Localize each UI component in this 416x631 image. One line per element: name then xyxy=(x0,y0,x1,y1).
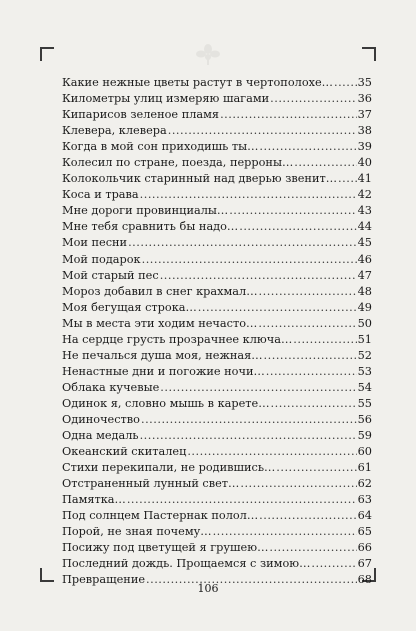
toc-entry-title: Какие нежные цветы растут в чертополохе… xyxy=(62,76,333,89)
toc-entry-title: Облака кучевые xyxy=(62,380,160,394)
toc-entry xyxy=(62,107,372,123)
toc-entry-page: 45 xyxy=(357,236,372,250)
toc-dot-leader xyxy=(259,139,356,155)
toc-entry-title: Мороз добавил в снег крахмал… xyxy=(62,284,258,298)
toc-entry-title: Километры улиц измеряю шагами xyxy=(62,92,270,106)
toc-entry-page: 59 xyxy=(357,429,372,443)
toc-dot-leader xyxy=(141,412,357,428)
toc-dot-leader xyxy=(142,252,357,268)
toc-entry-page: 55 xyxy=(357,396,372,410)
toc-entry-page: 43 xyxy=(357,204,372,218)
toc-entry-page: 68 xyxy=(357,573,372,587)
toc-entry-title: Превращение xyxy=(62,573,146,587)
toc-dot-leader xyxy=(128,235,357,251)
toc-entry xyxy=(62,444,372,460)
toc-entry xyxy=(62,219,372,235)
toc-entry xyxy=(62,252,372,268)
toc-entry-page: 48 xyxy=(357,284,372,298)
toc-entry-page: 49 xyxy=(357,300,372,314)
toc-entry-page: 40 xyxy=(357,156,372,170)
toc-entry-title: Не печалься душа моя, нежная… xyxy=(62,348,263,362)
toc-entry-title: Под солнцем Пастернак полол… xyxy=(62,509,259,523)
toc-dot-leader xyxy=(338,171,357,187)
toc-dot-leader xyxy=(334,75,357,91)
toc-entry-page: 66 xyxy=(357,541,372,555)
toc-dot-leader xyxy=(160,268,357,284)
toc-entry xyxy=(62,380,372,396)
toc-entry xyxy=(62,75,372,91)
toc-entry-page: 60 xyxy=(357,445,372,459)
toc-entry xyxy=(62,428,372,444)
toc-dot-leader xyxy=(220,107,357,123)
toc-entry-title: Коса и трава xyxy=(62,188,139,202)
toc-entry-title: Мы в места эти ходим нечасто… xyxy=(62,316,258,330)
toc-entry-title: Стихи перекипали, не родившись… xyxy=(62,461,276,475)
toc-entry-page: 61 xyxy=(357,461,372,475)
toc-entry xyxy=(62,396,372,412)
toc-dot-leader xyxy=(276,460,356,476)
toc-entry xyxy=(62,300,372,316)
frame-corner-bottom-left xyxy=(40,568,54,582)
toc-entry xyxy=(62,508,372,524)
toc-entry-title: Кипарисов зеленое пламя xyxy=(62,108,220,122)
toc-entry-page: 65 xyxy=(357,525,372,539)
frame-corner-top-right xyxy=(362,47,376,61)
toc-entry-title: Одинок я, словно мышь в карете… xyxy=(62,396,270,410)
toc-entry-page: 35 xyxy=(357,76,372,89)
page-number: 106 xyxy=(197,582,219,595)
toc-dot-leader xyxy=(311,556,356,572)
toc-entry-page: 41 xyxy=(357,172,372,186)
toc-dot-leader xyxy=(239,219,356,235)
toc-dot-leader xyxy=(271,396,357,412)
toc-entry-title: Мне дороги провинциалы… xyxy=(62,204,229,218)
toc-entry xyxy=(62,460,372,476)
toc-entry-page: 56 xyxy=(357,412,372,426)
toc-dot-leader xyxy=(266,364,357,380)
toc-entry-title: Моя бегущая строка… xyxy=(62,300,197,314)
toc-dot-leader xyxy=(229,203,356,219)
toc-entry xyxy=(62,139,372,155)
toc-dot-leader xyxy=(294,155,356,171)
toc-entry-title: Памятка… xyxy=(62,493,126,507)
toc-dot-leader xyxy=(160,380,356,396)
toc-entry-page: 54 xyxy=(357,380,372,394)
toc-entry xyxy=(62,476,372,492)
toc-entry xyxy=(62,364,372,380)
toc-entry xyxy=(62,171,372,187)
toc-entry-title: Порой, не зная почему… xyxy=(62,525,212,539)
frame-corner-top-left xyxy=(40,47,54,61)
toc-dot-leader xyxy=(213,524,357,540)
toc-entry xyxy=(62,203,372,219)
toc-dot-leader xyxy=(127,492,357,508)
toc-entry-title: Колокольчик старинный над дверью звенит… xyxy=(62,172,338,186)
toc-dot-leader xyxy=(168,123,357,139)
table-of-contents xyxy=(62,75,372,589)
toc-entry-title: Клевера, клевера xyxy=(62,124,167,138)
toc-entry-title: На сердце грусть прозрачнее ключа… xyxy=(62,332,293,346)
toc-entry-title: Океанский скиталец xyxy=(62,445,187,459)
toc-entry-page: 38 xyxy=(357,124,372,138)
toc-entry-title: Посижу под цветущей я грушею… xyxy=(62,541,269,555)
toc-entry-page: 47 xyxy=(357,268,372,282)
toc-entry-page: 46 xyxy=(357,252,372,266)
toc-entry xyxy=(62,123,372,139)
toc-entry xyxy=(62,332,372,348)
toc-entry-title: Мой подарок xyxy=(62,252,141,266)
toc-entry-page: 64 xyxy=(357,509,372,523)
toc-dot-leader xyxy=(259,508,356,524)
toc-entry-page: 53 xyxy=(357,364,372,378)
toc-entry xyxy=(62,284,372,300)
toc-dot-leader xyxy=(259,284,357,300)
floral-ornament-icon xyxy=(193,43,223,67)
toc-entry-page: 44 xyxy=(357,220,372,234)
toc-entry-page: 51 xyxy=(357,332,372,346)
toc-entry xyxy=(62,91,372,107)
toc-dot-leader xyxy=(140,428,357,444)
toc-entry-page: 37 xyxy=(357,108,372,122)
toc-entry-page: 52 xyxy=(357,348,372,362)
toc-entry-title: Мне тебя сравнить бы надо… xyxy=(62,220,239,234)
toc-entry-page: 63 xyxy=(357,493,372,507)
toc-entry-page: 67 xyxy=(357,557,372,571)
toc-dot-leader xyxy=(258,316,356,332)
toc-dot-leader xyxy=(240,476,356,492)
toc-entry xyxy=(62,235,372,251)
toc-entry-title: Мои песни xyxy=(62,236,128,250)
toc-entry xyxy=(62,556,372,572)
toc-entry xyxy=(62,524,372,540)
toc-entry-title: Колесил по стране, поезда, перроны… xyxy=(62,156,294,170)
toc-entry-page: 50 xyxy=(357,316,372,330)
toc-entry xyxy=(62,316,372,332)
toc-entry-page: 42 xyxy=(357,188,372,202)
toc-dot-leader xyxy=(198,300,357,316)
toc-dot-leader xyxy=(293,332,356,348)
toc-dot-leader xyxy=(187,444,356,460)
toc-entry-title: Последний дождь. Прощаемся с зимою… xyxy=(62,557,311,571)
toc-dot-leader xyxy=(269,540,356,556)
toc-dot-leader xyxy=(270,91,356,107)
toc-entry xyxy=(62,412,372,428)
toc-dot-leader xyxy=(140,187,357,203)
toc-entry xyxy=(62,348,372,364)
toc-entry-page: 62 xyxy=(357,477,372,491)
toc-entry-title: Когда в мой сон приходишь ты… xyxy=(62,140,259,154)
toc-entry-page: 36 xyxy=(357,92,372,106)
toc-dot-leader xyxy=(264,348,357,364)
toc-entry xyxy=(62,540,372,556)
toc-entry-title: Отстраненный лунный свет… xyxy=(62,477,240,491)
toc-entry-page: 39 xyxy=(357,140,372,154)
toc-entry xyxy=(62,155,372,171)
toc-entry-title: Ненастные дни и погожие ночи… xyxy=(62,364,265,378)
toc-entry xyxy=(62,268,372,284)
toc-entry xyxy=(62,492,372,508)
toc-entry-title: Мой старый пес xyxy=(62,268,159,282)
toc-entry-title: Одиночество xyxy=(62,412,140,426)
toc-entry xyxy=(62,187,372,203)
toc-entry-title: Одна медаль xyxy=(62,429,139,443)
